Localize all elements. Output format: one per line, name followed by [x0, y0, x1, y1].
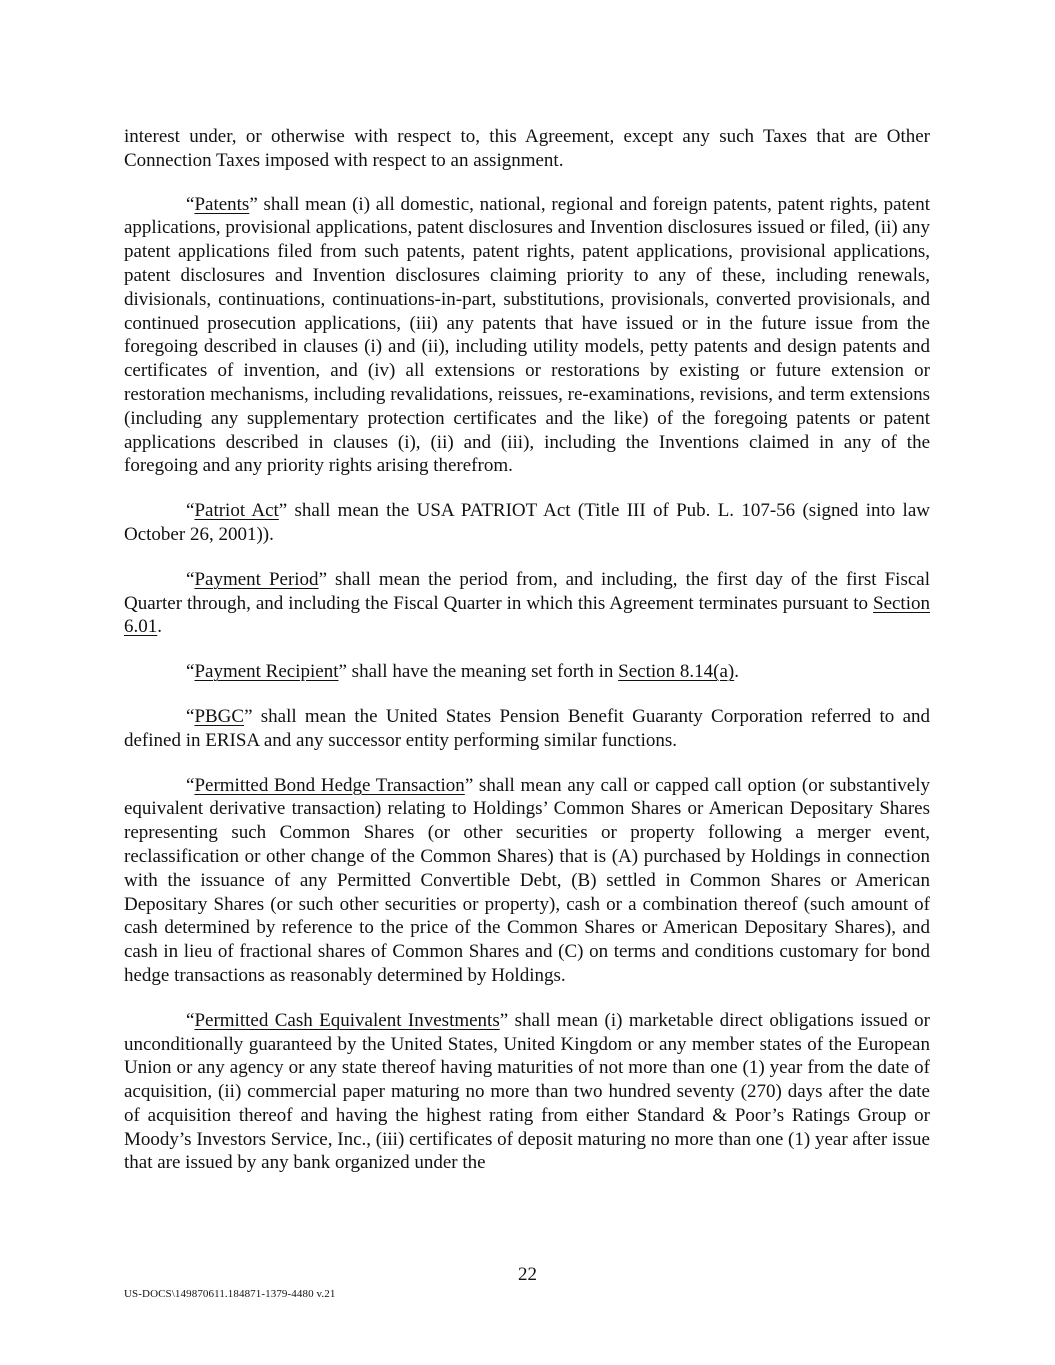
definition-tail: .	[157, 616, 162, 638]
paragraph-text: interest under, or otherwise with respect to, this Agreement, except any such Taxes that are Other Connection Taxes imposed with respect to an assignment.	[124, 126, 930, 171]
document-page	[124, 125, 930, 1196]
open-quote: “	[186, 774, 195, 796]
definition-payment-period	[124, 568, 930, 639]
definition-text: ” shall mean (i) marketable direct obligations issued or unconditionally guaranteed by the United States, United Kingdom or any member states of the European Union or any agency or any state thereof having maturities of not more than one (1) year from the date of acquisition, (ii) commercial paper maturing no more than two hundred seventy (270) days after the date of acquisition thereof and having the highest rating from either Standard & Poor’s Ratings Group or Moody’s Investors Service, Inc., (iii) certificates of deposit maturing no more than one (1) year after issue that are issued by any bank organized under the	[124, 1009, 930, 1174]
section-reference: Section 8.14(a)	[618, 661, 735, 683]
definition-text: ” shall mean the USA PATRIOT Act (Title III of Pub. L. 107-56 (signed into law October 26, 2001)).	[124, 500, 930, 545]
open-quote: “	[186, 193, 195, 215]
definition-text: ” shall mean (i) all domestic, national, regional and foreign patents, patent rights, patent applications, provisional applications, patent disclosures and Invention disclosures issued or filed, (ii) any patent applications filed from such patents, patent rights, patent applications, provisional applications, patent disclosures and Invention disclosures claiming priority to any of these, including renewals, divisionals, continuations, continuations-in-part, substitutions, provisionals, converted provisionals, and continued prosecution applications, (iii) any patents that have issued or in the future issue from the foregoing described in clauses (i) and (ii), including utility models, petty patents and design patents and certificates of invention, and (iv) all extensions or restorations by existing or future extension or restoration mechanisms, including revalidations, reissues, re-examinations, revisions, and term extensions (including any supplementary protection certificates and the like) of the foregoing patents or patent applications described in clauses (i), (ii) and (iii), including the Inventions claimed in any of the foregoing and any priority rights arising therefrom.	[124, 193, 930, 477]
page-number: 22	[518, 1264, 537, 1285]
definition-pbgc	[124, 705, 930, 753]
open-quote: “	[186, 705, 195, 727]
definition-permitted-cash-equivalent-investments	[124, 1009, 930, 1176]
definition-tail: .	[734, 661, 739, 683]
defined-term: Permitted Bond Hedge Transaction	[194, 774, 465, 796]
defined-term: Payment Recipient	[194, 661, 339, 683]
defined-term: Payment Period	[194, 568, 319, 590]
open-quote: “	[186, 568, 195, 590]
definition-text: ” shall have the meaning set forth in	[338, 661, 619, 683]
defined-term: Patriot Act	[194, 500, 279, 522]
definition-text: ” shall mean the United States Pension Benefit Guaranty Corporation referred to and defined in ERISA and any successor entity performing similar functions.	[124, 705, 930, 751]
section-reference: Section 6.01	[124, 592, 930, 638]
definition-text: ” shall mean any call or capped call option (or substantively equivalent derivative transaction) relating to Holdings’ Common Shares or American Depositary Shares representing such Common Shares (or other securities or property following a merger event, reclassification or other change of the Common Shares) that is (A) purchased by Holdings in connection with the issuance of any Permitted Convertible Debt, (B) settled in Common Shares or American Depositary Shares (or such other securities or property), cash or a combination thereof (such amount of cash determined by reference to the price of the Common Shares or American Depositary Shares), and cash in lieu of fractional shares of Common Shares and (C) on terms and conditions customary for bond hedge transactions as reasonably determined by Holdings.	[124, 774, 931, 986]
open-quote: “	[186, 500, 195, 522]
definition-patriot-act	[124, 499, 930, 547]
document-id-footer: US-DOCS\149870611.184871-1379-4480 v.21	[124, 1288, 336, 1300]
open-quote: “	[186, 661, 195, 683]
defined-term: Patents	[194, 193, 250, 215]
definition-permitted-bond-hedge-transaction	[124, 774, 930, 988]
definition-patents	[124, 193, 930, 479]
definition-text: ” shall mean the period from, and including, the first day of the first Fiscal Quarter through, and including the Fiscal Quarter in which this Agreement terminates pursuant to	[124, 568, 930, 614]
defined-term: Permitted Cash Equivalent Investments	[194, 1009, 500, 1031]
continued-paragraph	[124, 125, 930, 173]
definition-payment-recipient	[124, 660, 930, 684]
open-quote: “	[186, 1009, 195, 1031]
defined-term: PBGC	[194, 705, 245, 727]
